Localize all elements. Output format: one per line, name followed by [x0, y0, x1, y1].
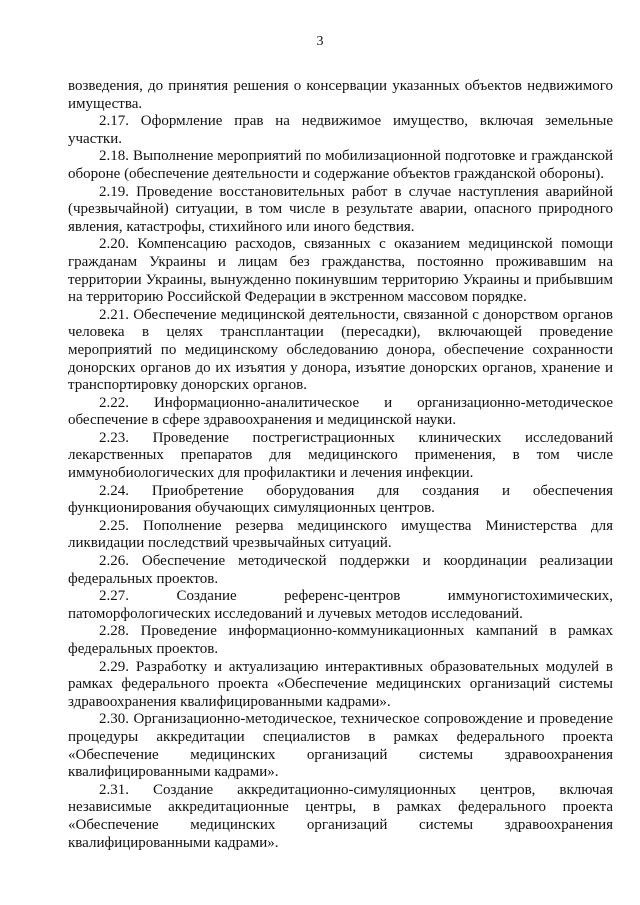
clause-2-30: 2.30. Организационно-методическое, техническое сопровождение и проведение процедуры аккредитации специалистов в рамках федерального проекта «Обеспечение медицинских организаций системы здравоохранения квалифицированными кадрами».: [68, 711, 613, 781]
clause-2-17: 2.17. Оформление прав на недвижимое имущество, включая земельные участки.: [68, 113, 613, 147]
clause-2-28: 2.28. Проведение информационно-коммуникационных кампаний в рамках федеральных проектов.: [68, 623, 613, 657]
clause-2-24: 2.24. Приобретение оборудования для создания и обеспечения функционирования обучающих симуляционных центров.: [68, 482, 613, 517]
clause-2-19: 2.19. Проведение восстановительных работ в случае наступления аварийной (чрезвычайной) ситуации, в том числе в результате аварии, опасного природного явления, катастрофы, стихийного или иного бедствия.: [68, 183, 613, 235]
paragraph-continuation: возведения, до принятия решения о консервации указанных объектов недвижимого имущества.: [68, 78, 613, 112]
clause-2-23: 2.23. Проведение пострегистрационных клинических исследований лекарственных препаратов для медицинского применения, в том числе иммунобиологических для профилактики и лечения инфекции.: [68, 429, 613, 482]
page-number: 3: [316, 34, 324, 49]
document-body: [68, 78, 613, 852]
clause-2-31: 2.31. Создание аккредитационно-симуляционных центров, включая независимые аккредитационные центры, в рамках федерального проекта «Обеспечение медицинских организаций системы здравоохранения квалифицированными кадрами».: [68, 781, 613, 851]
clause-2-27: 2.27. Создание референс-центров иммуногистохимических, патоморфологических исследований и лучевых методов исследований.: [68, 588, 613, 622]
clause-2-29: 2.29. Разработку и актуализацию интерактивных образовательных модулей в рамках федерального проекта «Обеспечение медицинских организаций системы здравоохранения квалифицированными кадрами».: [68, 658, 613, 710]
clause-2-18: 2.18. Выполнение мероприятий по мобилизационной подготовке и гражданской обороне (обеспечение деятельности и содержание объектов гражданской обороны).: [68, 148, 613, 182]
clause-2-21: 2.21. Обеспечение медицинской деятельности, связанной с донорством органов человека в целях трансплантации (пересадки), включающей проведение мероприятий по медицинскому обследованию донора, обеспечение сохранности донорских органов до их изъятия у донора, изъятие донорских органов, хранение и транспортировку донорских органов.: [68, 306, 613, 394]
clause-2-25: 2.25. Пополнение резерва медицинского имущества Министерства для ликвидации последствий чрезвычайных ситуаций.: [68, 517, 613, 552]
clause-2-26: 2.26. Обеспечение методической поддержки и координации реализации федеральных проектов.: [68, 553, 613, 587]
clause-2-22: 2.22. Информационно-аналитическое и организационно-методическое обеспечение в сфере здравоохранения и медицинской науки.: [68, 394, 613, 429]
clause-2-20: 2.20. Компенсацию расходов, связанных с оказанием медицинской помощи гражданам Украины и лицам без гражданства, постоянно проживавшим на территории Украины, вынужденно покинувшим территорию Украины и прибывшим на территорию Российской Федерации в экстренном массовом порядке.: [68, 236, 613, 306]
